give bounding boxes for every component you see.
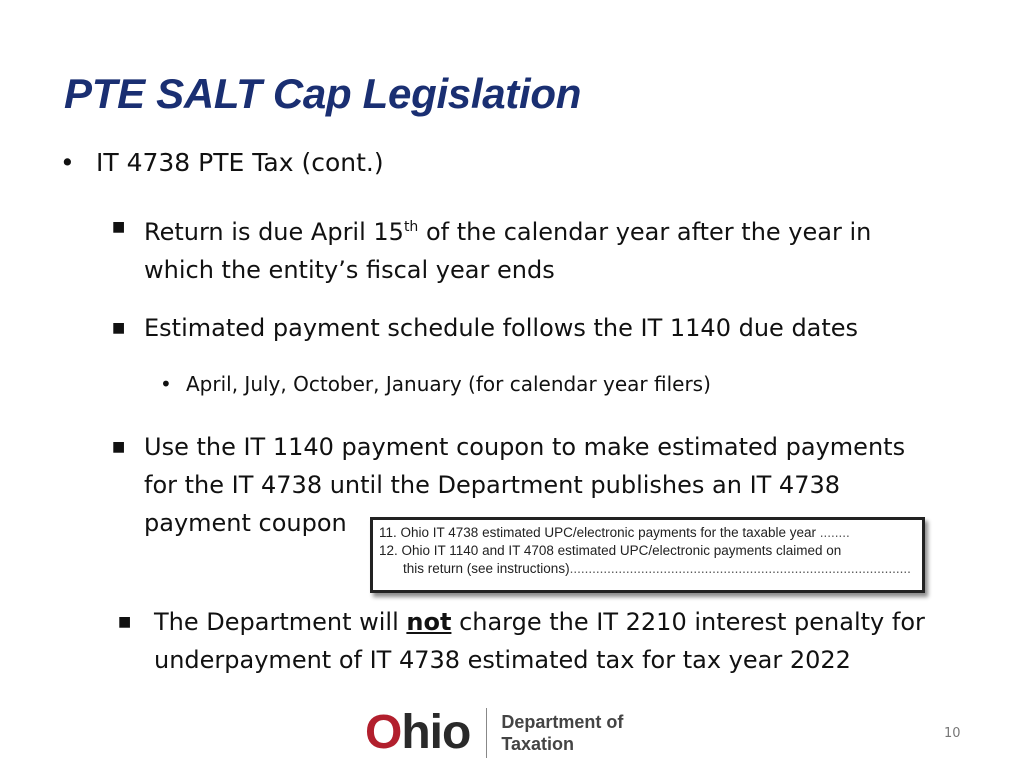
bullet-dot: • [60, 148, 75, 177]
form-line-12 [379, 542, 916, 560]
ohio-logo-rest: hio [401, 706, 471, 759]
bullet-due-date [112, 208, 871, 289]
form-line-12-text: 12. Ohio IT 1140 and IT 4708 estimated UPC/electronic payments claimed on [379, 543, 842, 558]
coupon-line3: payment coupon [144, 509, 347, 537]
main-bullet-text: IT 4738 PTE Tax (cont.) [96, 148, 384, 177]
estimated-schedule-text: Estimated payment schedule follows the IT 1140 due dates [144, 314, 859, 342]
department-line1: Department of [501, 711, 624, 732]
department-line2: Taxation [501, 733, 575, 754]
form-line-12b [379, 560, 916, 578]
form-line-11-leader: ........ [815, 525, 850, 540]
page-number: 10 [944, 726, 961, 741]
form-excerpt-image [370, 517, 925, 593]
ohio-wordmark [365, 705, 470, 760]
square-bullet-icon: ■ [112, 219, 126, 235]
form-line-11-text: 11. Ohio IT 4738 estimated UPC/electronic payments for the taxable year [379, 525, 816, 540]
form-line-12b-leader: ........................................................................................... [569, 561, 911, 576]
due-date-line2: which the entity’s fiscal year ends [144, 256, 555, 284]
penalty-emphasis: not [406, 608, 452, 636]
penalty-text [154, 603, 925, 679]
bullet-due-date-text [144, 208, 871, 289]
penalty-post: charge the IT 2210 interest penalty for [451, 608, 925, 636]
bullet-penalty [118, 603, 925, 679]
coupon-line1: Use the IT 1140 payment coupon to make estimated payments [144, 433, 906, 461]
form-line-12b-text: this return (see instructions) [403, 561, 570, 576]
department-name [501, 711, 623, 755]
penalty-pre: The Department will [154, 608, 407, 636]
slide-title: PTE SALT Cap Legislation [64, 70, 582, 117]
ohio-logo-o: O [365, 706, 402, 759]
square-bullet-icon: ■ [112, 320, 126, 336]
sub-bullet-months [160, 372, 711, 396]
coupon-line2: for the IT 4738 until the Department publishes an IT 4738 [144, 471, 841, 499]
due-date-part2: of the calendar year after the year in [418, 218, 872, 246]
square-bullet-icon: ■ [112, 439, 126, 455]
main-bullet [60, 148, 384, 177]
due-date-part1: Return is due April 15 [144, 218, 404, 246]
months-text: April, July, October, January (for calendar year filers) [186, 372, 711, 396]
due-date-sup: th [403, 219, 419, 235]
ohio-taxation-logo [365, 705, 623, 760]
form-line-11 [379, 524, 916, 542]
logo-divider [486, 708, 487, 758]
penalty-line2: underpayment of IT 4738 estimated tax for tax year 2022 [154, 646, 851, 674]
bullet-estimated-schedule [112, 309, 858, 347]
bullet-dot: • [160, 372, 172, 396]
square-bullet-icon: ■ [118, 614, 132, 630]
